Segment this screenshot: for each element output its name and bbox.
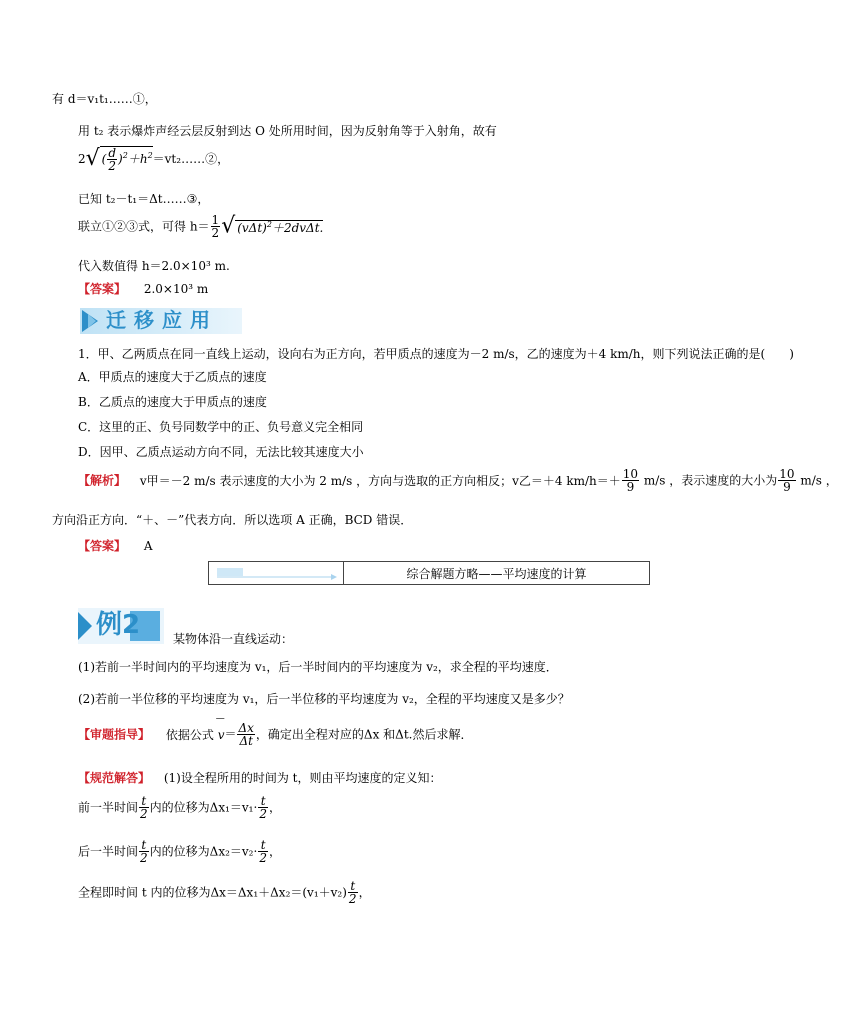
answer-row-1 <box>78 283 208 295</box>
text-line-2: 用 t₂ 表示爆炸声经云层反射到达 O 处所用时间，因为反射角等于入射角，故有 <box>78 124 497 138</box>
s1-b: 内的位移为Δx₁＝v₁· <box>149 800 258 815</box>
answer-row-2 <box>78 540 153 552</box>
equation-line-5-head: 联立①②③式，可得 h＝ <box>78 219 210 234</box>
example-q1: (1)若前一半时间内的平均速度为 v₁，后一半时间内的平均速度为 v₂，求全程的平均速度． <box>78 660 558 674</box>
analysis-row: 【解析】 v甲＝－2 m/s 表示速度的大小为 2 m/s ，方向与选取的正方向相反；v乙＝＋4 km/h＝＋ $\frac{10}{9}$ m/s ，表示速度的大小为 $\frac{10}{9}$ m/s ， <box>78 467 838 494</box>
equation-line-4: 已知 t₂－t₁＝Δt……③， <box>78 192 210 206</box>
solution-intro: (1)设全程所用的时间为 t，则由平均速度的定义知： <box>163 771 442 785</box>
guide-label: 【审题指导】 <box>78 727 151 742</box>
option-b: B．乙质点的速度大于甲质点的速度 <box>78 395 267 409</box>
example-q2: (2)若前一半位移的平均速度为 v₁，后一半位移的平均速度为 v₂，全程的平均速度又是多少？ <box>78 692 570 706</box>
option-c: C．这里的正、负号同数学中的正、负号意义完全相同 <box>78 420 364 434</box>
example-intro: 某物体沿一直线运动： <box>173 632 294 646</box>
analysis-label: 【解析】 <box>78 473 127 488</box>
example-label: 例2 <box>96 610 141 640</box>
example-badge <box>78 608 164 644</box>
equation-line-5: 联立①②③式，可得 h＝ $\frac{1}{2}$ √ $(v\Delta t)^2+2dv\Delta t$. <box>78 213 324 240</box>
guide-text-b: ，确定出全程对应的Δx 和Δt.然后求解． <box>255 727 473 742</box>
s3-a: 全程即时间 t 内的位移为Δx＝Δx₁＋Δx₂＝(v₁＋v₂) <box>78 885 347 900</box>
option-d: D．因甲、乙质点运动方向不同，无法比较其速度大小 <box>78 445 364 459</box>
s2-comma: ， <box>268 844 281 859</box>
solution-line-1: 前一半时间 $\frac{t}{2}$ 内的位移为Δx₁＝v₁· $\frac{t}{2}$ ， <box>78 794 281 821</box>
equation-line-3: 2√ ( $\frac{d}{2}$ )$^2+h^2=vt_2\dots\dots ②$， <box>78 146 230 173</box>
option-a: A．甲质点的速度大于乙质点的速度 <box>78 370 267 384</box>
equation-line-1: 有 d＝v₁t₁……①， <box>52 92 157 106</box>
banner-title: 迁移应用 <box>106 308 218 332</box>
section-banner <box>80 306 242 336</box>
equation-line-3-tail: ＝vt₂……②， <box>152 152 230 166</box>
answer-value: A <box>143 539 153 553</box>
s3-comma: ， <box>358 885 371 900</box>
section-header-box <box>208 561 650 585</box>
s2-a: 后一半时间 <box>78 844 139 859</box>
decoration-line-icon <box>209 562 342 584</box>
solution-intro-row <box>78 772 441 784</box>
guide-row: 【审题指导】 依据公式 v — ＝ $\frac{\Delta x}{\Delta t}$ ，确定出全程对应的Δx 和Δt.然后求解． <box>78 713 473 748</box>
answer-label: 【答案】 <box>78 282 127 296</box>
section-decoration <box>209 562 344 584</box>
s1-comma: ， <box>268 800 281 815</box>
solution-line-3: 全程即时间 t 内的位移为Δx＝Δx₁＋Δx₂＝(v₁＋v₂) $\frac{t}{2}$ ， <box>78 879 371 906</box>
answer-value: 2.0×10³ m <box>143 282 209 296</box>
s1-a: 前一半时间 <box>78 800 139 815</box>
answer-label: 【答案】 <box>78 539 127 553</box>
analysis-text-c: m/s ， <box>796 473 838 488</box>
analysis-text-d: 方向沿正方向．“＋、－”代表方向．所以选项 A 正确，BCD 错误． <box>52 513 413 527</box>
solution-line-2: 后一半时间 $\frac{t}{2}$ 内的位移为Δx₂＝v₂· $\frac{t}{2}$ ， <box>78 838 281 865</box>
s2-b: 内的位移为Δx₂＝v₂· <box>149 844 258 859</box>
section-title: 综合解题方略——平均速度的计算 <box>406 566 587 581</box>
analysis-text-a: v甲＝－2 m/s 表示速度的大小为 2 m/s ，方向与选取的正方向相反；v乙＝＋4 km/h＝＋ <box>139 473 621 488</box>
question-stem: 1．甲、乙两质点在同一直线上运动，设向右为正方向，若甲质点的速度为－2 m/s，乙的速度为＋4 km/h，则下列说法正确的是( ) <box>78 347 794 361</box>
solution-label: 【规范解答】 <box>78 771 151 785</box>
analysis-text-b: m/s ，表示速度的大小为 <box>640 473 778 488</box>
guide-text-a: 依据公式 <box>165 727 214 742</box>
equation-line-6: 代入数值得 h＝2.0×10³ m. <box>78 259 230 273</box>
